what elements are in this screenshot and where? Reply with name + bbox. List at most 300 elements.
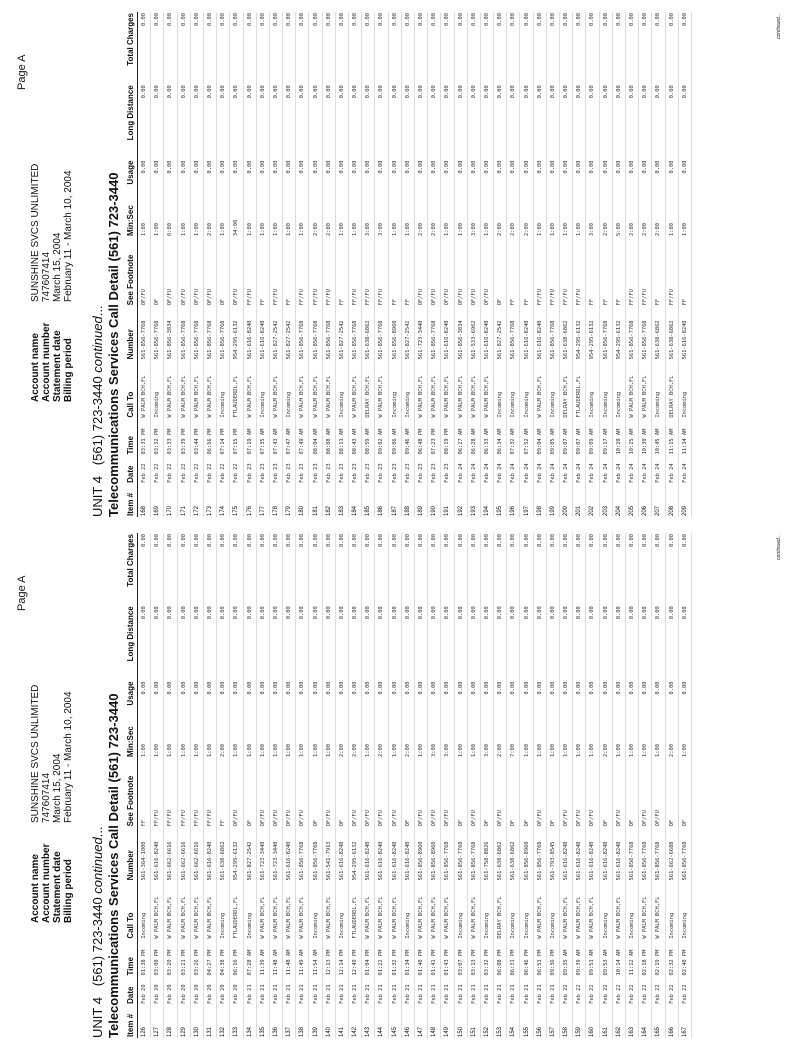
cell-minsec: 3:00 bbox=[441, 715, 454, 758]
cell-minsec: 1:00 bbox=[652, 715, 665, 758]
cell-date: Feb 21 bbox=[401, 977, 414, 1005]
cell-item: 165 bbox=[652, 1005, 665, 1038]
cell-number: 561-616-8240 bbox=[586, 827, 599, 881]
cell-minsec: 1:00 bbox=[296, 715, 309, 758]
cell-time: 07:32 AM bbox=[507, 419, 520, 456]
cell-usage: 0.00 bbox=[599, 160, 612, 194]
cell-total-charges: 0.00 bbox=[586, 12, 599, 84]
cell-total-charges: 0.00 bbox=[401, 533, 414, 605]
cell-number: 561-616-8240 bbox=[573, 827, 586, 881]
cell-item: 206 bbox=[639, 484, 652, 517]
cell-minsec: 1:00 bbox=[151, 194, 164, 237]
cell-total-charges: 0.00 bbox=[309, 533, 322, 605]
table-row bbox=[507, 12, 520, 517]
col-item: Item # bbox=[126, 484, 138, 517]
cell-footnote: FF/FU bbox=[177, 758, 190, 827]
cell-footnote: OF bbox=[625, 758, 638, 827]
cell-total-charges: 0.00 bbox=[507, 533, 520, 605]
cell-date: Feb 21 bbox=[362, 977, 375, 1005]
cell-date: Feb 24 bbox=[665, 456, 678, 484]
cell-time: 02:18 PM bbox=[639, 940, 652, 977]
unit-heading bbox=[90, 305, 105, 517]
cell-footnote: OF bbox=[665, 758, 678, 827]
cell-usage: 0.00 bbox=[177, 681, 190, 715]
cell-time: 07:47 AM bbox=[283, 419, 296, 456]
cell-minsec: 1:00 bbox=[177, 194, 190, 237]
cell-time: 09:35 AM bbox=[560, 940, 573, 977]
cell-call-to: W PALM BCH,FL bbox=[428, 360, 441, 418]
cell-long-distance: 0.00 bbox=[322, 605, 335, 680]
cell-minsec: 1:00 bbox=[441, 194, 454, 237]
cell-number: 561-662-6616 bbox=[177, 827, 190, 881]
cell-minsec: 1:00 bbox=[151, 715, 164, 758]
cell-footnote: OF/FU bbox=[467, 758, 480, 827]
table-row bbox=[441, 533, 454, 1038]
cell-item: 137 bbox=[283, 1005, 296, 1038]
cell-time: 02:19 PM bbox=[652, 940, 665, 977]
cell-date: Feb 23 bbox=[401, 456, 414, 484]
cell-long-distance: 0.00 bbox=[177, 84, 190, 159]
cell-footnote: OF/FU bbox=[454, 237, 467, 306]
cell-date: Feb 24 bbox=[533, 456, 546, 484]
cell-long-distance: 0.00 bbox=[362, 605, 375, 680]
cell-time: 11:34 AM bbox=[678, 419, 691, 456]
cell-total-charges: 0.00 bbox=[138, 533, 151, 605]
cell-date: Feb 22 bbox=[678, 977, 691, 1005]
cell-time: 01:34 PM bbox=[401, 940, 414, 977]
table-row bbox=[151, 533, 164, 1038]
cell-minsec: 1:00 bbox=[256, 715, 269, 758]
cell-time: 10:20 AM bbox=[612, 419, 625, 456]
cell-usage: 0.00 bbox=[151, 681, 164, 715]
cell-item: 170 bbox=[164, 484, 177, 517]
cell-usage: 0.00 bbox=[362, 681, 375, 715]
cell-date: Feb 21 bbox=[428, 977, 441, 1005]
cell-long-distance: 0.00 bbox=[190, 605, 203, 680]
cell-total-charges: 0.00 bbox=[362, 533, 375, 605]
cell-long-distance: 0.00 bbox=[441, 84, 454, 159]
cell-date: Feb 22 bbox=[625, 977, 638, 1005]
cell-total-charges: 0.00 bbox=[256, 12, 269, 84]
cell-time: 11:54 AM bbox=[309, 940, 322, 977]
cell-time: 09:51 AM bbox=[586, 940, 599, 977]
cell-minsec: 1:00 bbox=[190, 715, 203, 758]
cell-minsec: 2:00 bbox=[203, 194, 216, 237]
cell-time: 03:26 PM bbox=[190, 940, 203, 977]
cell-long-distance: 0.00 bbox=[573, 84, 586, 159]
cell-number: 954-295-6132 bbox=[612, 306, 625, 360]
cell-minsec: 1:00 bbox=[309, 715, 322, 758]
cell-footnote: OF/FU bbox=[652, 758, 665, 827]
cell-call-to: W PALM BCH,FL bbox=[533, 881, 546, 939]
cell-usage: 0.00 bbox=[164, 681, 177, 715]
cell-minsec: 2:00 bbox=[507, 194, 520, 237]
cell-item: 156 bbox=[533, 1005, 546, 1038]
cell-date: Feb 21 bbox=[335, 977, 348, 1005]
cell-long-distance: 0.00 bbox=[335, 605, 348, 680]
cell-footnote: FF/FU bbox=[151, 758, 164, 827]
cell-item: 208 bbox=[665, 484, 678, 517]
cell-minsec: 1:00 bbox=[612, 715, 625, 758]
col-number: Number bbox=[126, 306, 138, 360]
cell-date: Feb 20 bbox=[177, 977, 190, 1005]
table-row bbox=[480, 533, 493, 1038]
cell-item: 147 bbox=[414, 1005, 427, 1038]
cell-long-distance: 0.00 bbox=[322, 84, 335, 159]
table-row bbox=[230, 12, 243, 517]
cell-time: 03:32 PM bbox=[151, 419, 164, 456]
cell-total-charges: 0.00 bbox=[665, 533, 678, 605]
cell-call-to: W PALM BCH,FL bbox=[414, 360, 427, 418]
cell-number: 561-616-8240 bbox=[599, 827, 612, 881]
cell-number: 561-616-8240 bbox=[151, 827, 164, 881]
cell-long-distance: 0.00 bbox=[454, 605, 467, 680]
cell-total-charges: 0.00 bbox=[625, 533, 638, 605]
cell-call-to: DELRAY BCH,FL bbox=[494, 881, 507, 939]
cell-minsec: 1:00 bbox=[230, 715, 243, 758]
col-total-charges: Total Charges bbox=[126, 12, 138, 84]
cell-number: 561-856-7768 bbox=[203, 306, 216, 360]
table-row bbox=[322, 12, 335, 517]
cell-usage: 0.00 bbox=[678, 681, 691, 715]
cell-footnote: FF bbox=[599, 237, 612, 306]
cell-time: 12:13 PM bbox=[322, 940, 335, 977]
table-row bbox=[625, 12, 638, 517]
table-row bbox=[190, 12, 203, 517]
cell-long-distance: 0.00 bbox=[612, 84, 625, 159]
cell-item: 138 bbox=[296, 1005, 309, 1038]
cell-time: 06:28 AM bbox=[467, 419, 480, 456]
cell-item: 134 bbox=[243, 1005, 256, 1038]
cell-date: Feb 24 bbox=[625, 456, 638, 484]
cell-footnote: OF bbox=[480, 758, 493, 827]
table-row bbox=[560, 533, 573, 1038]
cell-long-distance: 0.00 bbox=[217, 84, 230, 159]
cell-long-distance: 0.00 bbox=[335, 84, 348, 159]
cell-total-charges: 0.00 bbox=[665, 12, 678, 84]
cell-footnote: OF/FU bbox=[349, 758, 362, 827]
cell-minsec: 1:00 bbox=[480, 194, 493, 237]
cell-usage: 0.00 bbox=[388, 160, 401, 194]
cell-number: 561-856-7768 bbox=[454, 827, 467, 881]
cell-date: Feb 21 bbox=[494, 977, 507, 1005]
cell-time: 09:07 AM bbox=[573, 419, 586, 456]
cell-call-to: W PALM BCH,FL bbox=[480, 360, 493, 418]
cell-date: Feb 23 bbox=[362, 456, 375, 484]
cell-number: 561-723-3440 bbox=[269, 827, 282, 881]
cell-call-to: Incoming bbox=[480, 881, 493, 939]
cell-total-charges: 0.00 bbox=[560, 533, 573, 605]
cell-usage: 0.00 bbox=[441, 160, 454, 194]
table-row bbox=[454, 533, 467, 1038]
cell-long-distance: 0.00 bbox=[256, 84, 269, 159]
cell-total-charges: 0.00 bbox=[441, 12, 454, 84]
cell-date: Feb 23 bbox=[441, 456, 454, 484]
cell-long-distance: 0.00 bbox=[586, 84, 599, 159]
cell-number: 561-856-7768 bbox=[533, 827, 546, 881]
cell-minsec: 1:00 bbox=[283, 715, 296, 758]
account-name-label: Account name bbox=[30, 333, 41, 402]
cell-call-to: Incoming bbox=[335, 360, 348, 418]
cell-item: 199 bbox=[546, 484, 559, 517]
cell-call-to: W PALM BCH,FL bbox=[177, 360, 190, 418]
cell-minsec: 2:00 bbox=[665, 715, 678, 758]
cell-usage: 0.00 bbox=[230, 160, 243, 194]
cell-footnote: OF/FU bbox=[586, 758, 599, 827]
cell-call-to: Incoming bbox=[401, 881, 414, 939]
cell-date: Feb 23 bbox=[283, 456, 296, 484]
cell-usage: 0.00 bbox=[190, 160, 203, 194]
cell-footnote: OF bbox=[678, 758, 691, 827]
cell-long-distance: 0.00 bbox=[678, 605, 691, 680]
cell-number: 561-638-6862 bbox=[560, 306, 573, 360]
cell-date: Feb 21 bbox=[414, 977, 427, 1005]
cell-usage: 0.00 bbox=[203, 681, 216, 715]
cell-long-distance: 0.00 bbox=[665, 605, 678, 680]
cell-footnote: FF/FU bbox=[309, 237, 322, 306]
cell-item: 192 bbox=[454, 484, 467, 517]
cell-usage: 0.00 bbox=[454, 160, 467, 194]
cell-footnote: FF/FU bbox=[322, 237, 335, 306]
cell-usage: 0.00 bbox=[586, 681, 599, 715]
cell-time: 10:30 AM bbox=[639, 419, 652, 456]
cell-date: Feb 24 bbox=[639, 456, 652, 484]
cell-long-distance: 0.00 bbox=[164, 84, 177, 159]
cell-long-distance: 0.00 bbox=[678, 84, 691, 159]
cell-footnote: FF bbox=[388, 237, 401, 306]
cell-long-distance: 0.00 bbox=[138, 605, 151, 680]
cell-number: 561-856-7768 bbox=[309, 827, 322, 881]
cell-total-charges: 0.00 bbox=[309, 12, 322, 84]
cell-number: 561-616-8240 bbox=[362, 827, 375, 881]
table-row bbox=[546, 533, 559, 1038]
section-title bbox=[106, 173, 121, 517]
cell-item: 126 bbox=[138, 1005, 151, 1038]
cell-minsec: 1:00 bbox=[177, 715, 190, 758]
cell-long-distance: 0.00 bbox=[507, 84, 520, 159]
cell-time: 09:36 PM bbox=[546, 940, 559, 977]
cell-total-charges: 0.00 bbox=[520, 12, 533, 84]
cell-time: 03:00 PM bbox=[151, 940, 164, 977]
cell-minsec: 1:00 bbox=[454, 715, 467, 758]
cell-long-distance: 0.00 bbox=[494, 605, 507, 680]
call-detail-table bbox=[126, 533, 692, 1038]
cell-footnote: FF/FU bbox=[546, 237, 559, 306]
cell-time: 07:49 AM bbox=[296, 419, 309, 456]
cell-long-distance: 0.00 bbox=[625, 605, 638, 680]
cell-minsec: 1:00 bbox=[243, 194, 256, 237]
table-header-row bbox=[126, 533, 138, 1038]
cell-time: 08:19 PM bbox=[441, 419, 454, 456]
cell-minsec: 3:00 bbox=[375, 194, 388, 237]
cell-call-to: W PALM BCH,FL bbox=[573, 881, 586, 939]
cell-long-distance: 0.00 bbox=[309, 605, 322, 680]
cell-minsec: 1:00 bbox=[625, 715, 638, 758]
cell-number: 561-364-1000 bbox=[138, 827, 151, 881]
cell-footnote: FF bbox=[507, 237, 520, 306]
cell-item: 181 bbox=[309, 484, 322, 517]
cell-item: 200 bbox=[560, 484, 573, 517]
cell-usage: 0.00 bbox=[309, 681, 322, 715]
cell-time: 09:06 AM bbox=[388, 419, 401, 456]
cell-footnote: OF/FU bbox=[428, 237, 441, 306]
cell-footnote: OF/FU bbox=[441, 237, 454, 306]
cell-footnote: FF/FU bbox=[362, 237, 375, 306]
cell-call-to: W PALM BCH,FL bbox=[652, 881, 665, 939]
cell-call-to: W PALM BCH,FL bbox=[467, 881, 480, 939]
statement-date-label: Statement date bbox=[52, 851, 63, 923]
page-label: Page A bbox=[16, 575, 28, 611]
cell-total-charges: 0.00 bbox=[375, 533, 388, 605]
cell-time: 09:02 AM bbox=[375, 419, 388, 456]
cell-number: 954-295-6132 bbox=[573, 306, 586, 360]
table-row bbox=[454, 12, 467, 517]
cell-footnote: OF/FU bbox=[494, 758, 507, 827]
cell-call-to: Incoming bbox=[652, 360, 665, 418]
cell-long-distance: 0.00 bbox=[599, 84, 612, 159]
cell-date: Feb 21 bbox=[467, 977, 480, 1005]
cell-long-distance: 0.00 bbox=[190, 84, 203, 159]
cell-call-to: W PALM BCH,FL bbox=[138, 360, 151, 418]
cell-minsec: 2:00 bbox=[335, 715, 348, 758]
cell-number: 561-758-8826 bbox=[480, 827, 493, 881]
cell-usage: 0.00 bbox=[322, 681, 335, 715]
table-row bbox=[546, 12, 559, 517]
cell-date: Feb 21 bbox=[546, 977, 559, 1005]
cell-total-charges: 0.00 bbox=[494, 533, 507, 605]
cell-number: 561-856-7768 bbox=[599, 306, 612, 360]
cell-minsec: 2:00 bbox=[599, 715, 612, 758]
cell-long-distance: 0.00 bbox=[401, 605, 414, 680]
cell-usage: 0.00 bbox=[362, 160, 375, 194]
billing-period-label: Billing period bbox=[63, 859, 74, 923]
cell-footnote: OF bbox=[151, 237, 164, 306]
cell-call-to: W PALM BCH,FL bbox=[283, 881, 296, 939]
cell-long-distance: 0.00 bbox=[309, 84, 322, 159]
cell-long-distance: 0.00 bbox=[388, 605, 401, 680]
cell-number: 561-856-7768 bbox=[639, 306, 652, 360]
cell-date: Feb 23 bbox=[375, 456, 388, 484]
col-date: Date bbox=[126, 977, 138, 1005]
cell-date: Feb 21 bbox=[441, 977, 454, 1005]
cell-time: 01:40 PM bbox=[414, 940, 427, 977]
cell-time: 09:53 AM bbox=[599, 940, 612, 977]
cell-footnote: OF/FU bbox=[230, 237, 243, 306]
cell-footnote: OF/FU bbox=[164, 237, 177, 306]
cell-total-charges: 0.00 bbox=[269, 533, 282, 605]
cell-number: 561-616-8240 bbox=[560, 827, 573, 881]
cell-item: 204 bbox=[612, 484, 625, 517]
cell-call-to: W PALM BCH,FL bbox=[296, 881, 309, 939]
cell-time: 06:08 PM bbox=[494, 940, 507, 977]
cell-long-distance: 0.00 bbox=[480, 84, 493, 159]
table-row bbox=[138, 12, 151, 517]
table-row bbox=[164, 12, 177, 517]
cell-total-charges: 0.00 bbox=[401, 12, 414, 84]
cell-call-to: Incoming bbox=[546, 881, 559, 939]
cell-item: 133 bbox=[230, 1005, 243, 1038]
cell-minsec: 2:00 bbox=[428, 194, 441, 237]
table-row bbox=[243, 533, 256, 1038]
cell-item: 203 bbox=[599, 484, 612, 517]
cell-item: 182 bbox=[322, 484, 335, 517]
cell-number: 561-827-2542 bbox=[283, 306, 296, 360]
cell-call-to: W PALM BCH,FL bbox=[322, 881, 335, 939]
cell-date: Feb 24 bbox=[599, 456, 612, 484]
statement-page-left bbox=[0, 522, 809, 1043]
continued-label: continued bbox=[90, 837, 105, 894]
cell-total-charges: 0.00 bbox=[454, 12, 467, 84]
cell-usage: 0.00 bbox=[586, 160, 599, 194]
cell-time: 11:48 AM bbox=[269, 940, 282, 977]
cell-number: 561-638-6862 bbox=[665, 306, 678, 360]
cell-long-distance: 0.00 bbox=[164, 605, 177, 680]
cell-number: 561-856-7768 bbox=[138, 306, 151, 360]
cell-date: Feb 24 bbox=[678, 456, 691, 484]
cell-total-charges: 0.00 bbox=[494, 12, 507, 84]
cell-long-distance: 0.00 bbox=[428, 605, 441, 680]
cell-minsec: 1:00 bbox=[560, 715, 573, 758]
cell-call-to: W PALM BCH,FL bbox=[467, 360, 480, 418]
cell-minsec: 1:00 bbox=[269, 194, 282, 237]
cell-date: Feb 24 bbox=[560, 456, 573, 484]
cell-time: 06:33 AM bbox=[480, 419, 493, 456]
cell-usage: 0.00 bbox=[507, 681, 520, 715]
cell-call-to: Incoming bbox=[494, 360, 507, 418]
cell-minsec: 1:00 bbox=[467, 715, 480, 758]
cell-usage: 0.00 bbox=[203, 160, 216, 194]
cell-minsec: 2:00 bbox=[494, 715, 507, 758]
cell-long-distance: 0.00 bbox=[269, 605, 282, 680]
cell-item: 150 bbox=[454, 1005, 467, 1038]
cell-date: Feb 20 bbox=[138, 977, 151, 1005]
cell-date: Feb 20 bbox=[230, 977, 243, 1005]
cell-item: 183 bbox=[335, 484, 348, 517]
table-row bbox=[625, 533, 638, 1038]
cell-footnote: OF/FU bbox=[441, 758, 454, 827]
cell-call-to: Incoming bbox=[678, 360, 691, 418]
cell-time: 11:49 AM bbox=[296, 940, 309, 977]
cell-item: 128 bbox=[164, 1005, 177, 1038]
cell-call-to: W PALM BCH,FL bbox=[625, 360, 638, 418]
cell-item: 151 bbox=[467, 1005, 480, 1038]
cell-number: 561-856-7768 bbox=[151, 306, 164, 360]
cell-item: 184 bbox=[349, 484, 362, 517]
table-row bbox=[612, 12, 625, 517]
cell-number: 561-616-8240 bbox=[533, 306, 546, 360]
table-row bbox=[520, 12, 533, 517]
cell-usage: 0.00 bbox=[560, 160, 573, 194]
cell-date: Feb 22 bbox=[164, 456, 177, 484]
cell-time: 07:28 AM bbox=[243, 940, 256, 977]
cell-usage: 0.00 bbox=[138, 681, 151, 715]
col-footnote: See Footnote bbox=[126, 237, 138, 306]
cell-number: 561-856-7768 bbox=[309, 306, 322, 360]
cell-usage: 0.00 bbox=[678, 160, 691, 194]
cell-number: 561-616-8240 bbox=[520, 306, 533, 360]
account-number-value: 747607414 bbox=[41, 251, 52, 302]
cell-footnote: OF/FU bbox=[480, 237, 493, 306]
cell-total-charges: 0.00 bbox=[441, 533, 454, 605]
cell-item: 158 bbox=[560, 1005, 573, 1038]
cell-minsec: 1:00 bbox=[665, 194, 678, 237]
cell-usage: 0.00 bbox=[560, 681, 573, 715]
cell-total-charges: 0.00 bbox=[507, 12, 520, 84]
cell-long-distance: 0.00 bbox=[639, 605, 652, 680]
cell-number: 561-856-7768 bbox=[177, 306, 190, 360]
cell-footnote: OF/FU bbox=[639, 758, 652, 827]
table-row bbox=[414, 533, 427, 1038]
